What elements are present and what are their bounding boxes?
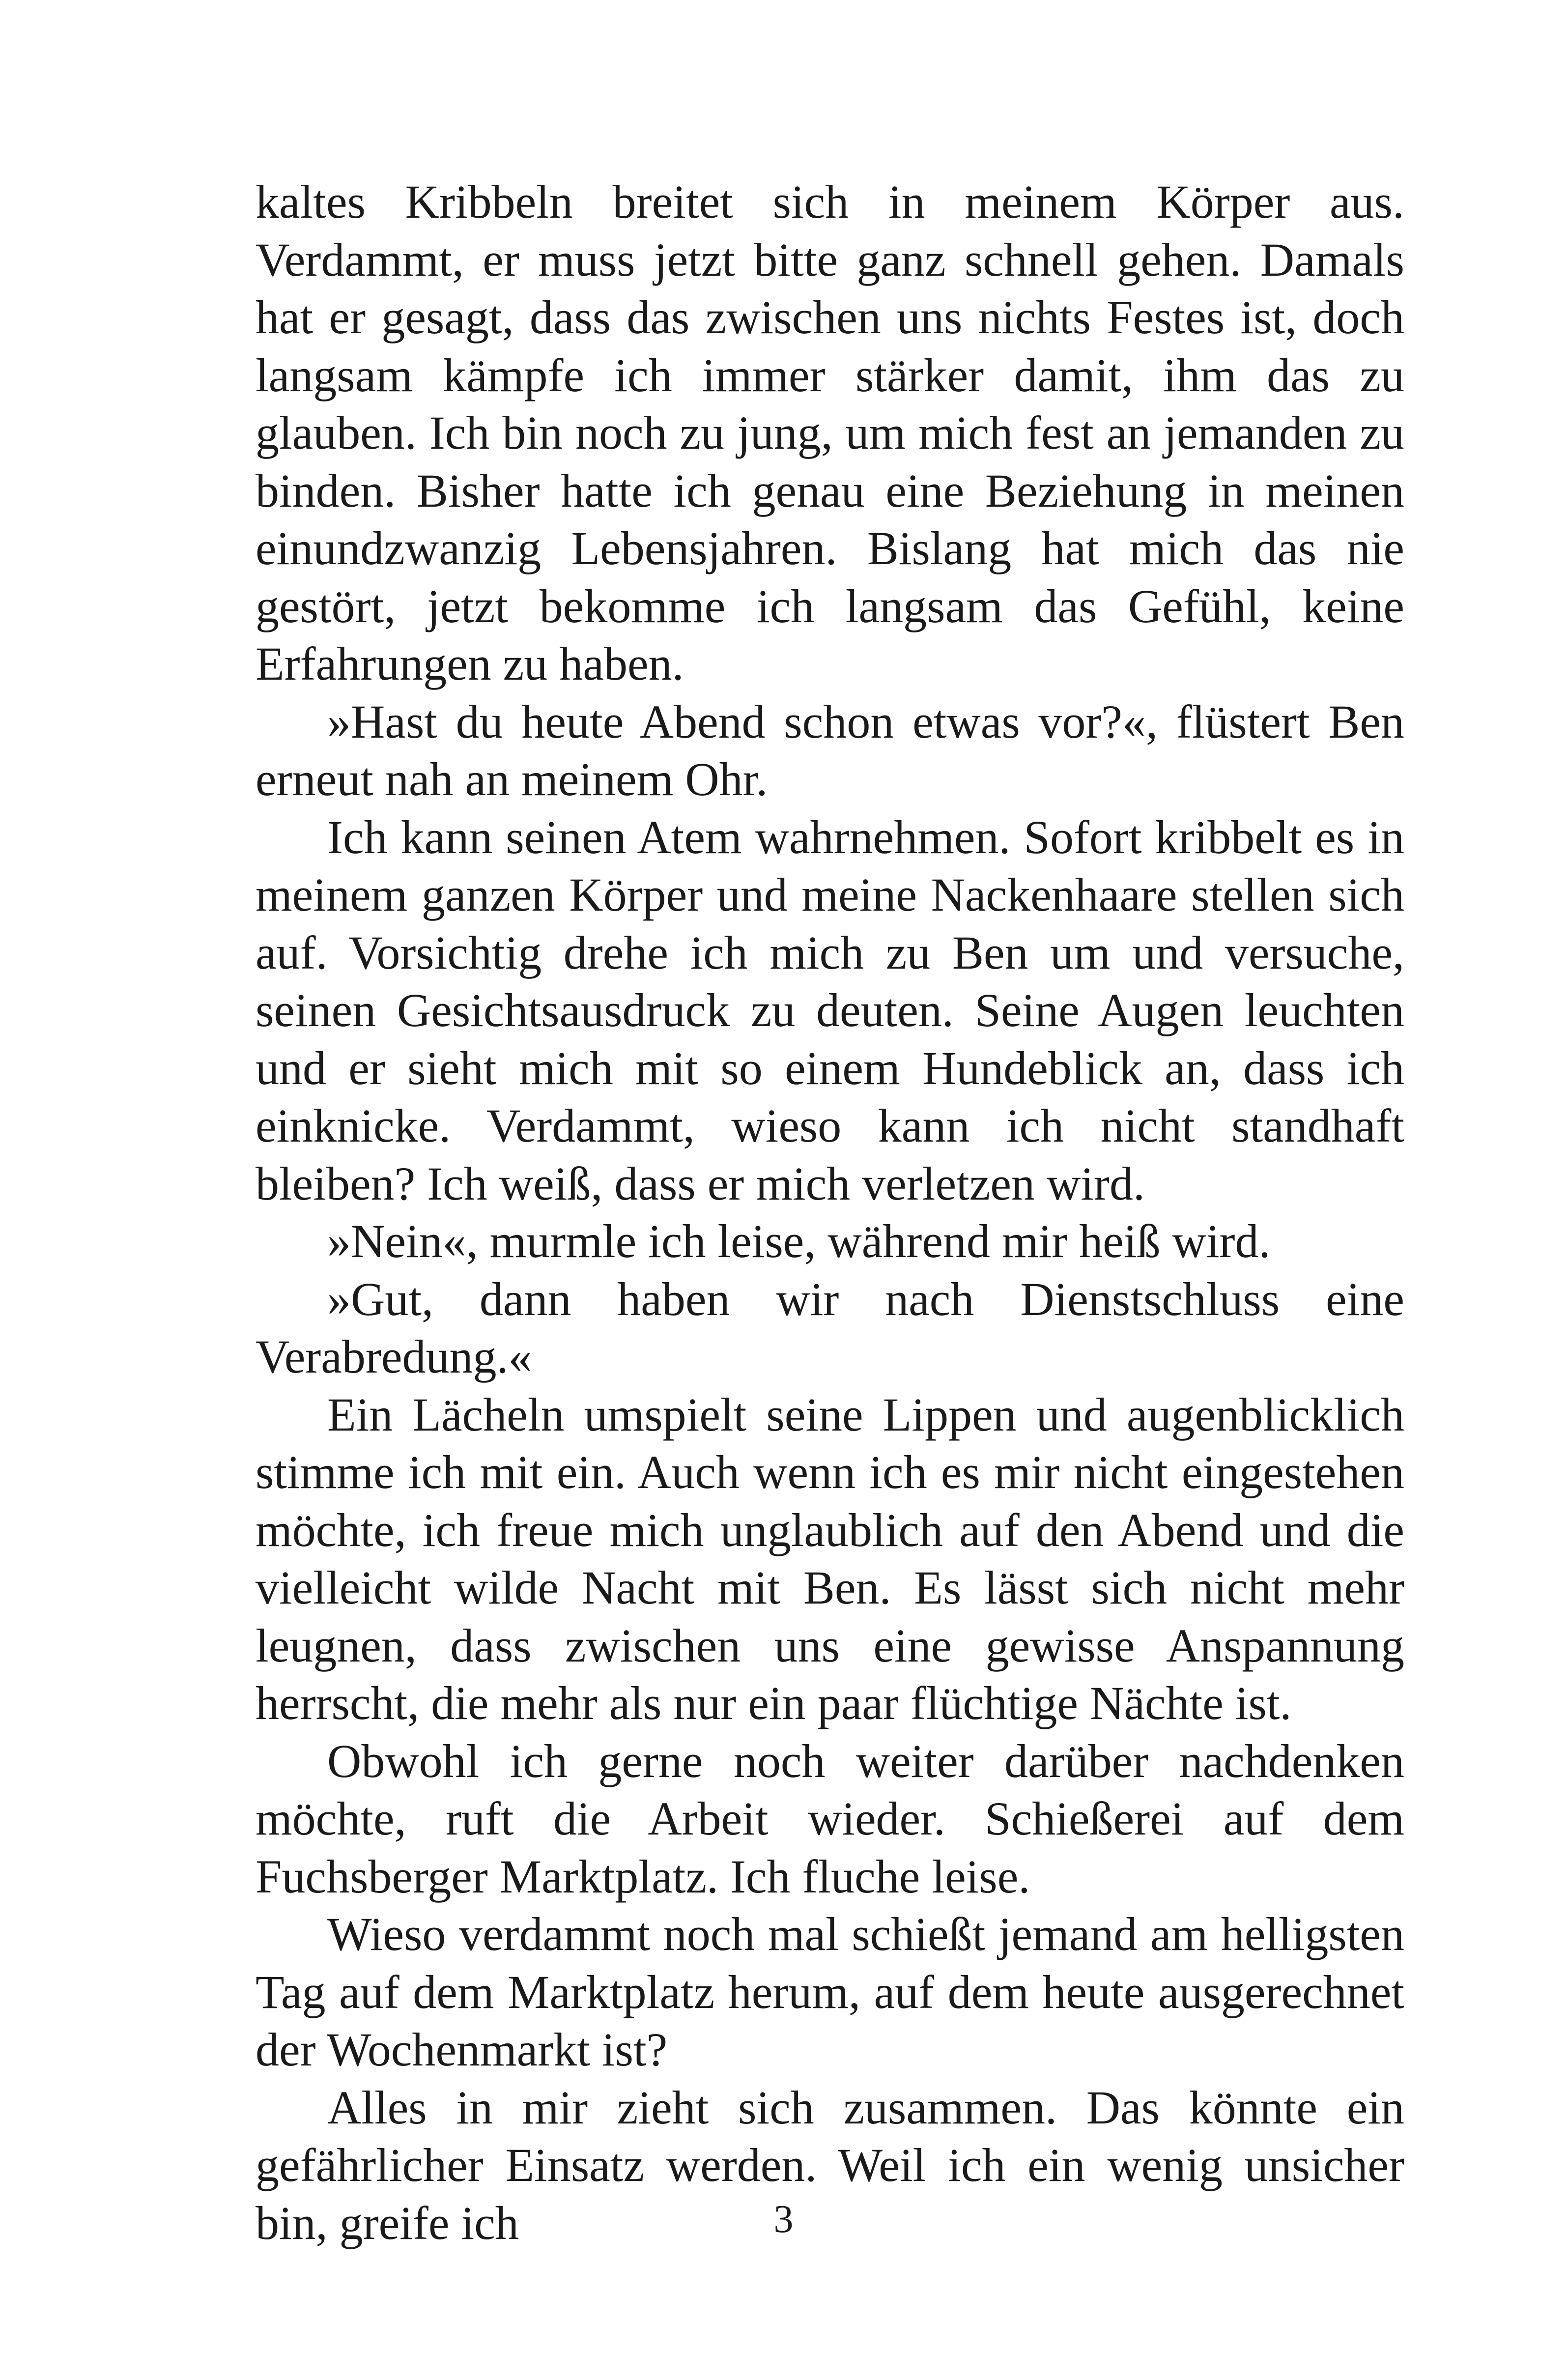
body-text [256, 173, 1404, 2252]
paragraph: Obwohl ich gerne noch weiter darüber nachdenken möchte, ruft die Arbeit wieder. Schießerei auf dem Fuchsberger Marktplatz. Ich fluche leise. [256, 1734, 1404, 1903]
paragraph: Ich kann seinen Atem wahrnehmen. Sofort kribbelt es in meinem ganzen Körper und meine Nackenhaare stellen sich auf. Vorsichtig drehe ich mich zu Ben um und versuche, seinen Gesichtsausdruck zu deuten. Seine Augen leuchten und er sieht mich mit so einem Hundeblick an, dass ich einknicke. Verdammt, wieso kann ich nicht standhaft bleiben? Ich weiß, dass er mich verletzen wird. [256, 810, 1404, 1210]
paragraph-dialogue-ben-2: »Gut, dann haben wir nach Dienstschluss eine Verabredung.« [256, 1272, 1404, 1383]
paragraph: Wieso verdammt noch mal schießt jemand am helligsten Tag auf dem Marktplatz herum, auf dem heute ausgerechnet der Wochenmarkt ist? [256, 1908, 1404, 2076]
paragraph: Alles in mir zieht sich zusammen. Das könnte ein gefährlicher Einsatz werden. Weil ich ein wenig unsicher bin, greife ich [256, 2081, 1404, 2249]
paragraph-dialogue-ben: »Hast du heute Abend schon etwas vor?«, flüstert Ben erneut nah an meinem Ohr. [256, 695, 1404, 805]
paragraph-continued: kaltes Kribbeln breitet sich in meinem Körper aus. Verdammt, er muss jetzt bitte ganz schnell gehen. Damals hat er gesagt, dass das zwischen uns nichts Festes ist, doch langsam kämpfe ich immer stärker damit, ihm das zu glauben. Ich bin noch zu jung, um mich fest an jemanden zu binden. Bisher hatte ich genau eine Beziehung in meinen einundzwanzig Lebensjahren. Bislang hat mich das nie gestört, jetzt bekomme ich langsam das Gefühl, keine Erfahrungen zu haben. [256, 175, 1404, 690]
page-number: 3 [773, 2198, 794, 2241]
paragraph: Ein Lächeln umspielt seine Lippen und augenblicklich stimme ich mit ein. Auch wenn ich es mir nicht eingestehen möchte, ich freue mich unglaublich auf den Abend und die vielleicht wilde Nacht mit Ben. Es lässt sich nicht mehr leugnen, dass zwischen uns eine gewisse Anspannung herrscht, die mehr als nur ein paar flüchtige Nächte ist. [256, 1388, 1404, 1729]
paragraph-dialogue-reply: »Nein«, murmle ich leise, während mir heiß wird. [327, 1215, 1271, 1267]
